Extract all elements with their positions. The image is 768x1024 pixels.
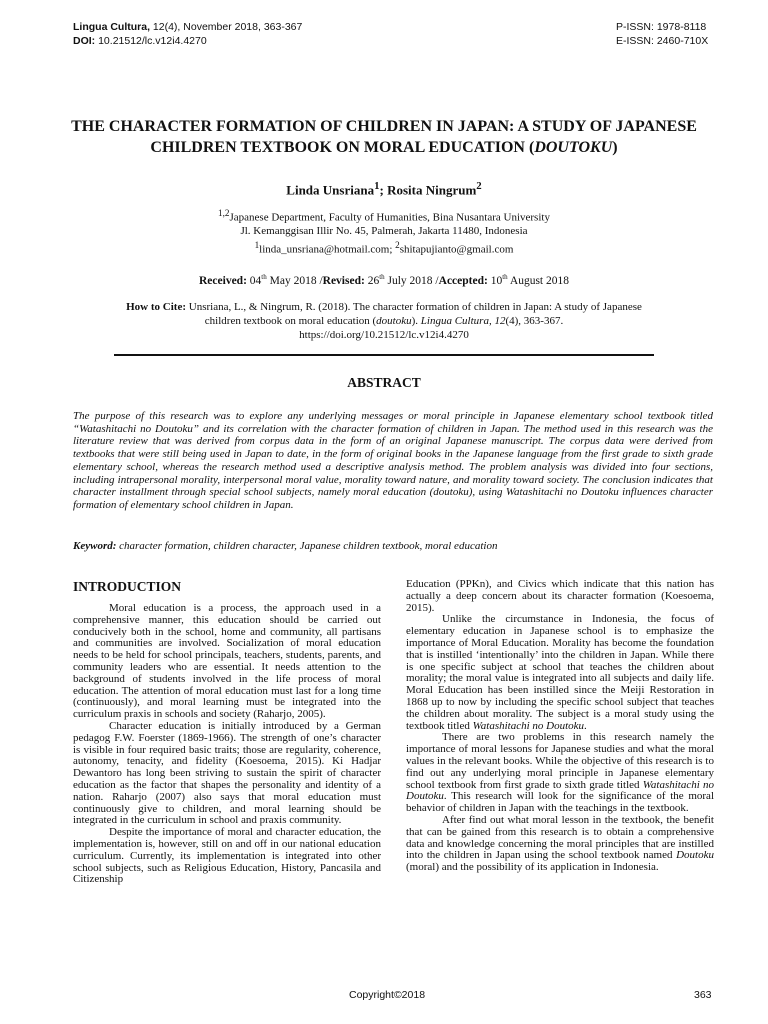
article-dates (60, 273, 708, 287)
e-issn: E-ISSN: 2460-710X (616, 35, 709, 47)
revised-label: Revised: (322, 274, 365, 287)
paragraph (406, 732, 714, 815)
paragraph-text: There are two problems in this research namely the importance of moral lessons for Japanese studies and what the moral values in the relevant books. While the objective of this research is to find out any underlying moral principle in Japanese elementary school textbook from first grade to sixth grade titled (406, 731, 714, 791)
body-column-left (73, 579, 381, 886)
page-number: 363 (694, 989, 712, 1001)
author-separator: ; (379, 182, 388, 198)
abstract-heading: ABSTRACT (347, 375, 421, 390)
cite-label: How to Cite: (126, 301, 186, 313)
footer-copyright: Copyright©2018 (349, 989, 426, 1001)
paper-title (60, 116, 708, 158)
revised-rest: July 2018 / (384, 274, 439, 287)
cite-text-1: Unsriana, L., & Ningrum, R. (2018). The character formation of children in Japan: A study of Japanese children textbook on moral education ( (186, 301, 642, 327)
paragraph: Education (PPKn), and Civics which indicate that this nation has actually a deep concern about its character formation (Koesoema, 2015). (406, 578, 714, 614)
received-rest: May 2018 / (266, 274, 323, 287)
affiliation-address: Jl. Kemanggisan Illir No. 45, Palmerah, Jakarta 11480, Indonesia (240, 225, 528, 238)
affiliation (60, 207, 708, 257)
divider-rule (114, 354, 654, 356)
affiliation-sup: 1,2 (218, 208, 230, 218)
paragraph: Moral education is a process, the approach used in a comprehensive manner, this education should be carried out conducively both in the school, home and community, all partisans and communities are involved. Socialization of moral education needs to be held for school principals, teachers, students, parents, and community leaders who are essential. It needs attention to the background of students involved in the life process of moral education. The attention of moral education must last for a long time (continuously), and moral learning must be integrated into the curriculum praxis in schools and society (Raharjo, 2005). (73, 602, 381, 721)
textbook-name-italic: Doutoku (676, 849, 714, 862)
author-1-sup: 1 (374, 180, 380, 192)
introduction-heading: INTRODUCTION (73, 579, 182, 594)
author-2-sup: 2 (476, 180, 482, 192)
email-sup-2: 2 (395, 239, 400, 250)
cite-text-3: (4), 363-367. (505, 315, 564, 327)
journal-header (73, 20, 302, 48)
cite-italic-1: doutoku (376, 315, 412, 327)
accepted-label: Accepted: (438, 274, 488, 287)
paragraph (406, 815, 714, 874)
title-main: THE CHARACTER FORMATION OF CHILDREN IN JAPAN: A STUDY OF JAPANESE CHILDREN TEXTBOOK ON MORAL EDUCATION ( (71, 118, 697, 156)
paragraph (406, 614, 714, 732)
doi-line (73, 34, 302, 48)
paragraph: Despite the importance of moral and character education, the implementation is, however, still on and off in our national education curriculum. Currently, its implementation is integrated into other school subjects, such as Religious Education, History, Pancasila and Citizenship (73, 826, 381, 886)
accepted-sup: th (502, 273, 508, 281)
email-1: linda_unsriana@hotmail.com; (259, 243, 396, 256)
paragraph-text: Unlike the circumstance in Indonesia, the focus of elementary education in Japanese school is to emphasize the importance of Moral Education. Morality has become the foundation that is instilled ‘intentionally’ into the children in Japan. While there is one specific subject at school that teaches the children about morality; the moral value is integrated into all subjects and daily life. Moral Education has been instilled since the Meiji Restoration in 1868 up to now by including the specific school subject that teaches the children about morality. The subject is a moral study using the textbook titled (406, 613, 714, 732)
journal-issue: 12(4), November 2018, 363-367 (152, 21, 303, 33)
keyword-label: Keyword: (73, 540, 117, 552)
author-1: Linda Unsriana (286, 182, 375, 198)
keywords (73, 540, 713, 552)
affiliation-emails (60, 239, 708, 257)
doi-label: DOI: (73, 35, 96, 47)
paragraph-text-end: . This research will look for the significance of the moral behavior of children in Japan with the teachings in the textbook. (406, 790, 714, 815)
body-column-right (406, 579, 714, 874)
received-sup: th (261, 273, 267, 281)
affiliation-dept: Japanese Department, Faculty of Humanities, Bina Nusantara University (229, 211, 550, 224)
doi-link[interactable]: https://doi.org/10.21512/lc.v12i4.4270 (299, 329, 469, 341)
title-italic: DOUTOKU (534, 139, 613, 156)
email-sup-1: 1 (254, 239, 260, 250)
textbook-title-italic: Watashitachi no Doutoku (472, 719, 585, 732)
received-label: Received: (199, 274, 247, 287)
title-close: ) (612, 139, 618, 156)
keyword-text: character formation, children character, Japanese children textbook, moral education (116, 540, 498, 552)
abstract-text: The purpose of this research was to explore any underlying messages or moral principle in Japanese elementary school textbook titled “Watashitachi no Doutoku” and its correlation with the character formation of children in Japan. The method used in this research was the literature review that was derived from corpus data in the form of an original Japanese manuscript. The corpus data were derived from textbooks that were still being used in Japan to date, in the form of original books in the Japanese language from the first grade to sixth grade elementary school, whereas the research method used a descriptive analysis method. The problem analysis was divided into four sections, including intrapersonal morality, interpersonal moral value, morality toward nature, and morality toward society. The conclusion indicates that character installment through special school subjects, namely moral education (doutoku), using Watashitachi no Doutoku influences character formation of elementary school children in Japan. (73, 410, 713, 511)
issn-block (616, 20, 708, 48)
accepted-day: 10 (487, 274, 503, 287)
textbook-title-italic: Watashitachi no Doutoku (406, 778, 714, 803)
paragraph-text-end: . (584, 719, 587, 732)
journal-citation-line (73, 20, 302, 34)
revised-day: 26 (364, 274, 380, 287)
accepted-rest: August 2018 (507, 274, 569, 287)
paragraph-text-end: (moral) and the possibility of its application in Indonesia. (406, 861, 659, 874)
authors (60, 180, 708, 198)
affiliation-line-1 (60, 207, 708, 225)
paragraph: Character education is initially introduced by a German pedagog F.W. Foerster (1869-1966). The strength of one’s character is visible in four required basic traits; those are regularity, coherence, autonomy, tenacity, and fidelity (Koesoema, 2015). Ki Hadjar Dewantoro has long been striving to sustain the spirit of character education as the factor that shapes the personality and identity of a nation. Raharjo (2007) also says that moral education must continuously give to children, and moral learning should be integrated in the curriculum in school and praxis community. (73, 719, 381, 827)
cite-italic-2: Lingua Cultura, 12 (420, 315, 506, 327)
journal-name: Lingua Cultura, (73, 21, 150, 33)
author-2: Rosita Ningrum (387, 182, 477, 198)
how-to-cite (114, 300, 654, 342)
p-issn: P-ISSN: 1978-8118 (616, 21, 707, 33)
revised-sup: th (379, 273, 385, 281)
doi-value: 10.21512/lc.v12i4.4270 (98, 35, 207, 47)
cite-text-2: ). (411, 315, 421, 327)
paragraph-text: After find out what moral lesson in the textbook, the benefit that can be gained from this research is to obtain a comprehensive data and knowledge concerning the moral principles that are instilled into the children in Japan using the school textbook named (406, 813, 714, 862)
email-2: shitapujianto@gmail.com (399, 243, 514, 256)
received-day: 04 (246, 274, 262, 287)
